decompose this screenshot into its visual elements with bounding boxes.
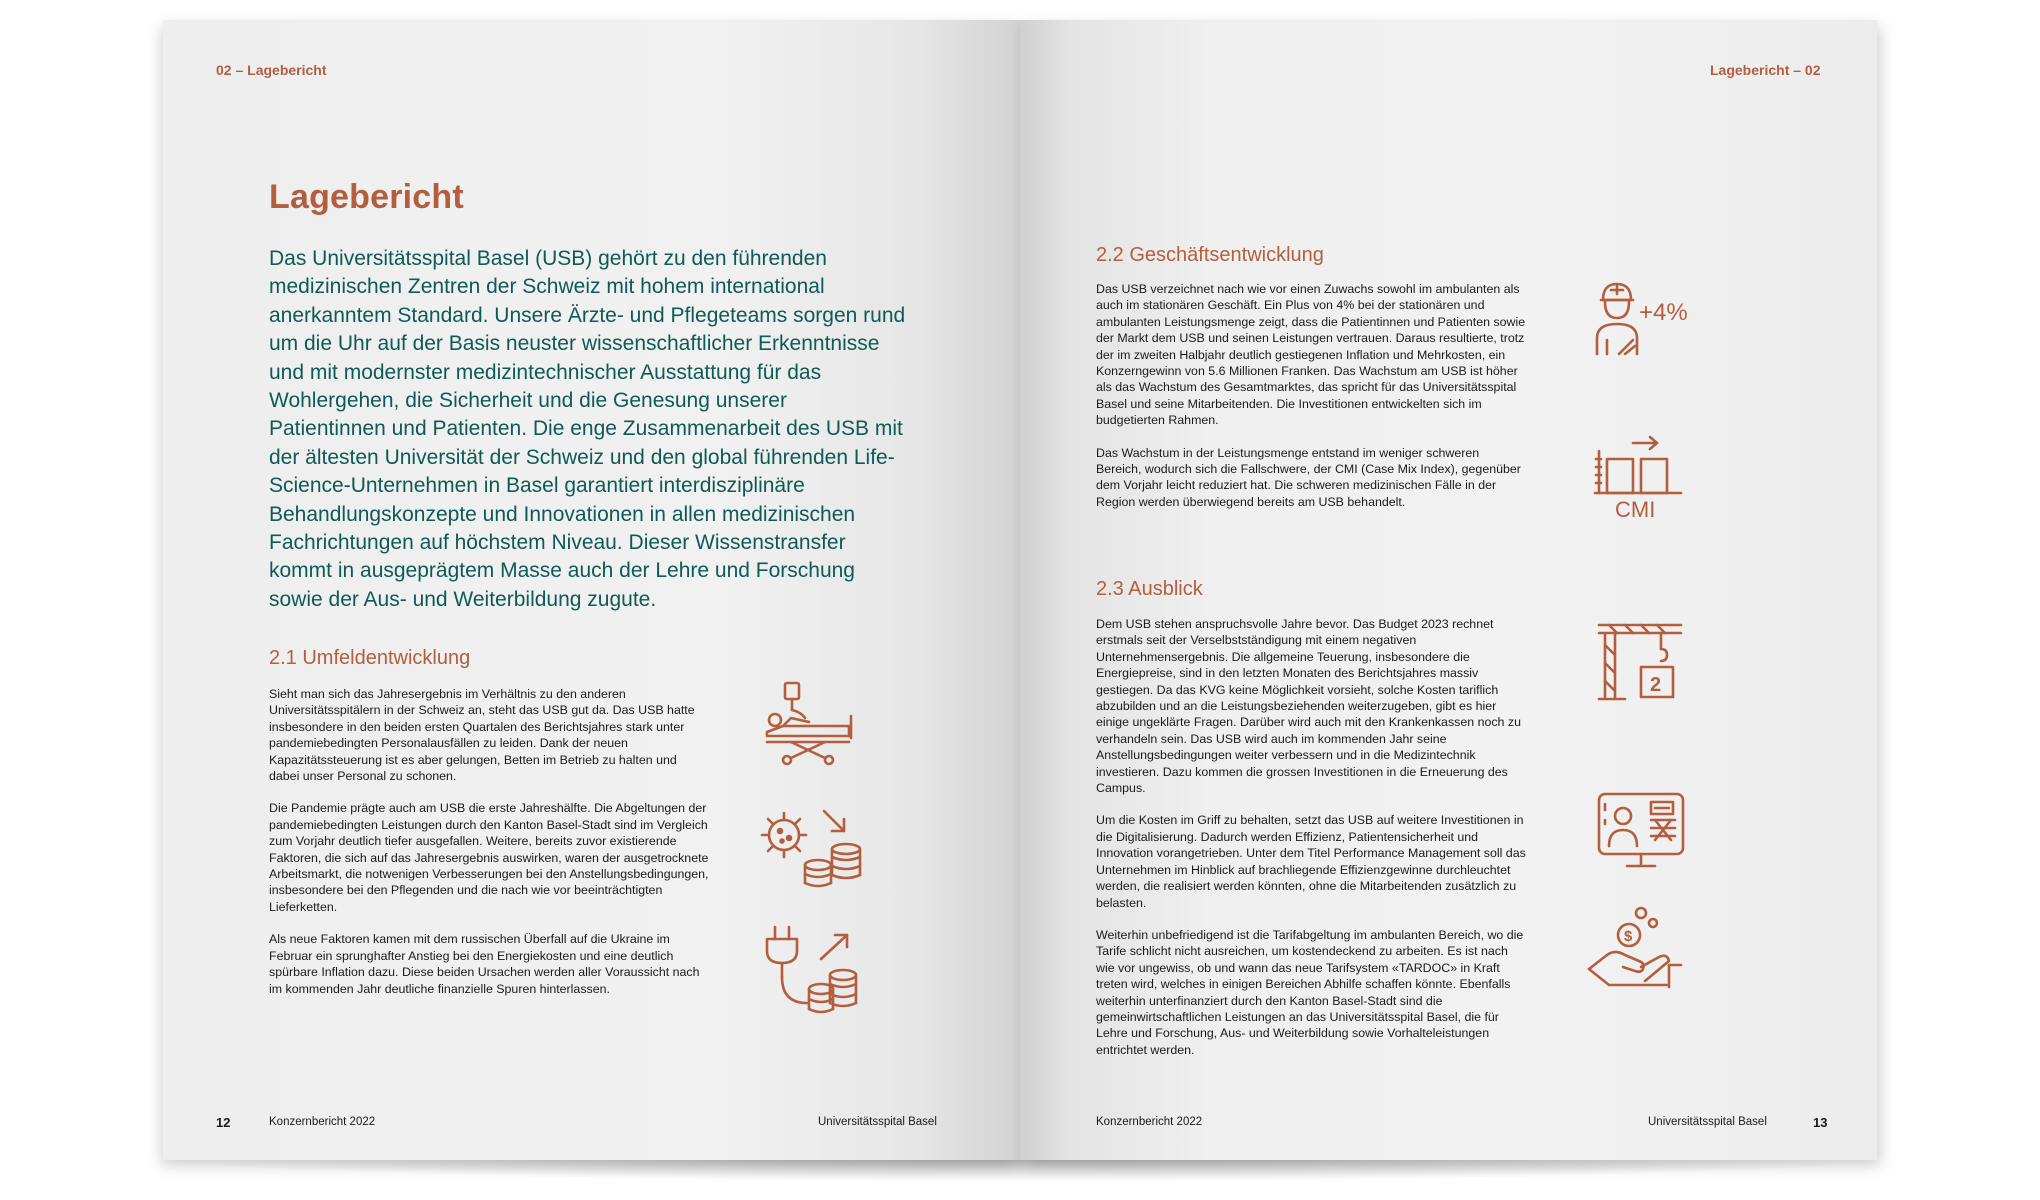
page-number-right: 13 [1813,1115,1828,1130]
section-body-2-2 [1096,281,1528,526]
right-page [1020,20,1877,1160]
cmi-chart-icon [1593,435,1693,519]
page-number-left: 12 [216,1115,231,1130]
paragraph: Die Pandemie prägte auch am USB die erste Jahreshälfte. Die Abgeltungen der pandemiebedingten Leistungen durch den Kanton Basel-Stadt sind im Vergleich zum Vorjahr deutlich tiefer ausgefallen. Weitere, bereits zuvor existierende Faktoren, die sich auf das Jahresergebnis auswirken, waren der ausgetrocknete Arbeitsmarkt, die notwenigen Verbesserungen bei den Anstellungsbedingungen, insbesondere bei den Pflegenden und die nach wie vor beeinträchtigten Lieferketten. [269,801,709,914]
lead-paragraph: Das Universitätsspital Basel (USB) gehört zu den führenden medizinischen Zentren der Schweiz mit hohem international anerkanntem Standard. Unsere Ärzte- und Pflegeteams sorgen rund um die Uhr auf der Basis neuster wissenschaftlicher Erkenntnisse und mit modernster medizintechnischer Ausstattung für das Wohlergehen, die Sicherheit und die Genesung unserer Patientinnen und Patienten. Die enge Zusammenarbeit des USB mit der ältesten Universität der Schweiz und den global führenden Life-Science-Unternehmen in Basel garantiert interdisziplinäre Behandlungskonzepte und Innovationen in allen medizinischen Fachrichtungen auf höchstem Niveau. Dieser Wissenstransfer kommt in ausgeprägtem Masse auch der Lehre und Forschung sowie der Aus- und Weiterbildung zugute. [269,247,906,611]
patient-growth-icon [1593,278,1703,358]
patient-bed-icon [761,680,857,766]
running-head-left: 02 – Lagebericht [216,62,327,78]
paragraph: Weiterhin unbefriedigend ist die Tarifabgeltung im ambulanten Bereich, wo die Tarife schlicht nicht ausreichen, um kostendeckend zu arbeiten. Es ist nach wie vor ungewiss, ob und wann das neue Tarifsystem «TARDOC» in Kraft treten wird, welches in einigen Bereichen Abhilfe schaffen könnte. Ebenfalls weiterhin unterfinanziert durch den Kanton Basel-Stadt sind die gemeinwirtschaftlichen Leistungen an das Universitätsspital Basel, die für Lehre und Forschung, Aus- und Weiterbildung sowie Vorhalteleistungen entrichtet werden. [1096,927,1524,1057]
growth-label: +4% [1639,299,1688,326]
section-heading-2-2: 2.2 Geschäftsentwicklung [1096,244,1324,266]
section-heading-2-3: 2.3 Ausblick [1096,578,1203,600]
digital-monitor-icon [1595,790,1687,872]
money-hand-icon [1585,905,1685,995]
footer-org-left: Universitätsspital Basel [818,1116,937,1128]
svg-text:$: $ [1624,928,1633,945]
crane-number: 2 [1650,674,1662,696]
footer-report-left: Konzernbericht 2022 [269,1116,376,1128]
plug-coins-icon [763,925,863,1017]
left-page [163,20,1020,1160]
paragraph: Dem USB stehen anspruchsvolle Jahre bevor. Das Budget 2023 rechnet erstmals seit der Verselbstständigung mit einem negativen Unternehmensergebnis. Die allgemeine Teuerung, insbesondere die Energiepreise, sind in den letzten Monaten des Berichtsjahres massiv gestiegen. Da das KVG keine Möglichkeit vorsieht, solche Kosten tariflich abzubilden und an die Leistungsbeziehenden weiterzugeben, gibt es hier einige ungeklärte Fragen. Darüber wird auch mit den Krankenkassen noch zu verhandeln sein. Das USB wird auch im kommenden Jahr seine Anstellungsbedingungen weiter verbessern und in die Medizintechnik investieren. Dazu kommen die grossen Investitionen in die Erneuerung des Campus. [1096,617,1521,796]
paragraph: Sieht man sich das Jahresergebnis im Verhältnis zu den anderen Universitätsspitälern in der Schweiz an, steht das USB gut da. Das USB hatte insbesondere in den beiden ersten Quartalen des Berichtsjahres stark unter pandemiebedingten Personalausfällen zu leiden. Dank der neuen Kapazitätssteuerung ist es aber gelungen, Betten im Betrieb zu halten und dabei unser Personal zu schonen. [269,687,695,784]
paragraph: Als neue Faktoren kamen mit dem russischen Überfall auf die Ukraine im Februar ein sprunghafter Anstieg bei den Energiekosten und eine deutlich spürbare Inflation dazu. Diese beiden Ursachen werden aller Voraussicht nach im kommenden Jahr deutliche finanzielle Spuren hinterlassen. [269,932,700,996]
page-title: Lagebericht [269,178,464,216]
section-body-2-3 [1096,616,1528,1074]
paragraph: Das USB verzeichnet nach wie vor einen Zuwachs sowohl im ambulanten als auch im stationären Geschäft. Ein Plus von 4% bei der stationären und ambulanten Leistungsmenge zeigt, dass die Patientinnen und Patienten sowie der Markt dem USB und seinen Leistungen vertrauen. Daraus resultierte, trotz der im zweiten Halbjahr deutlich gestiegenen Inflation und Mehrkosten, ein Konzerngewinn von 5.6 Millionen Franken. Das Wachstum am USB ist höher als das Wachstum des Gesamtmarktes, das spricht für das Universitätsspital Basel und seine Mitarbeitenden. Die Investitionen entwickelten sich im budgetierten Rahmen. [1096,282,1526,428]
footer-org-right: Universitätsspital Basel [1648,1116,1767,1128]
footer-report-right: Konzernbericht 2022 [1096,1116,1203,1128]
section-heading-2-1: 2.1 Umfeldentwicklung [269,647,471,669]
section-body-2-1 [269,686,709,1013]
cmi-label: CMI [1615,497,1656,519]
paragraph: Das Wachstum in der Leistungsmenge entstand im weniger schweren Bereich, wodurch sich die Fallschwere, der CMI (Case Mix Index), gegenüber dem Vorjahr leicht reduziert hat. Die schweren medizinischen Fälle in der Region werden überwiegend bereits am USB behandelt. [1096,445,1521,509]
running-head-right: Lagebericht – 02 [1710,62,1821,78]
crane-icon [1595,615,1685,705]
virus-coins-icon [756,805,866,891]
paragraph: Um die Kosten im Griff zu behalten, setzt das USB auf weitere Investitionen in die Digitalisierung. Dadurch werden Effizienz, Patientensicherheit und Innovation vorangetrieben. Unter dem Titel Performance Management soll das Unternehmen im Hinblick auf brachliegende Effizienzgewinne durchleuchtet werden, die realisiert werden könnten, ohne die Mitarbeitenden zusätzlich zu belasten. [1096,813,1526,910]
